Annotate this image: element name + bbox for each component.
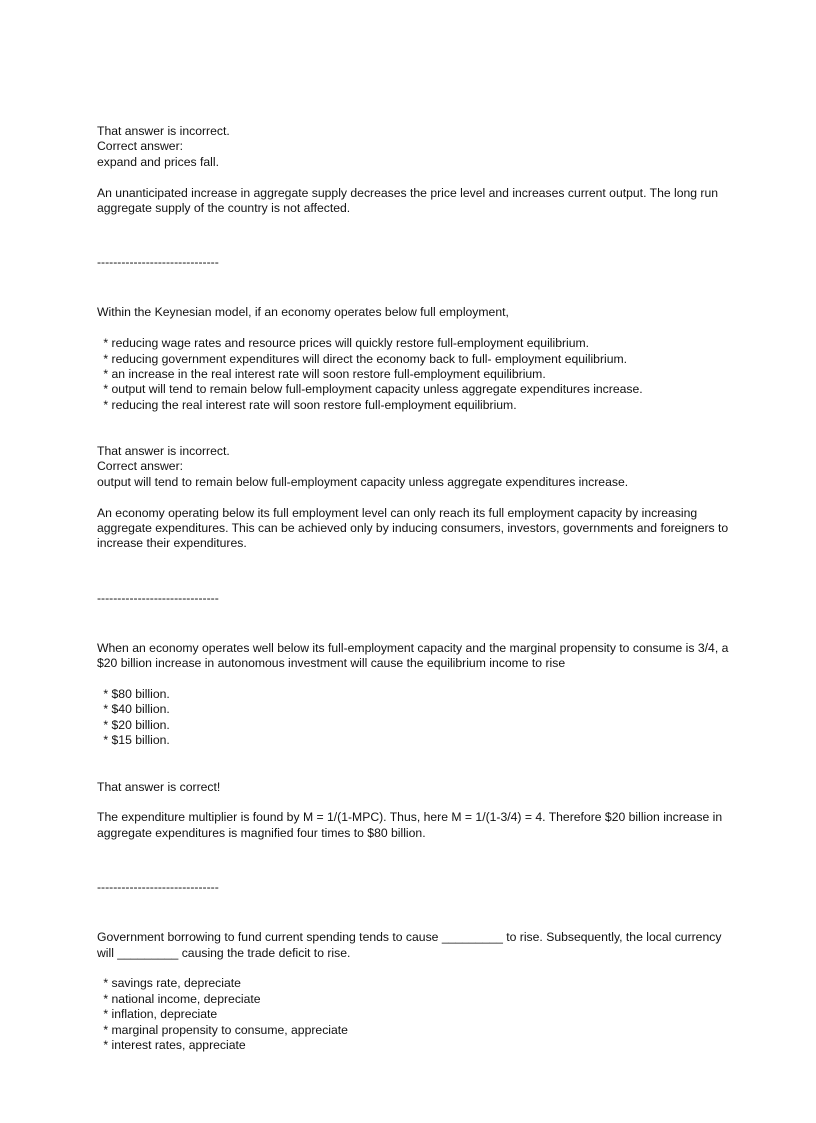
answer-option[interactable]: * an increase in the real interest rate will soon restore full-employment equilibrium. (100, 367, 546, 382)
answer-option[interactable]: * $80 billion. (100, 687, 170, 702)
correct-answer-label: Correct answer: (97, 459, 184, 474)
feedback-explanation: The expenditure multiplier is found by M = 1/(1-MPC). Thus, here M = 1/(1-3/4) = 4. Therefore $20 billion increase in aggregate expenditures is magnified four times to $80 billion. (97, 810, 723, 840)
question-text: Government borrowing to fund current spending tends to cause _________ to rise. Subsequently, the local currency will _________ causing the trade deficit to rise. (97, 930, 722, 960)
answer-option[interactable]: * national income, depreciate (100, 991, 261, 1006)
separator: ------------------------------ (97, 879, 219, 894)
correct-answer-text: expand and prices fall. (97, 154, 219, 169)
answer-option[interactable]: * savings rate, depreciate (100, 976, 241, 991)
feedback-status: That answer is incorrect. (97, 124, 230, 138)
answer-option[interactable]: * reducing wage rates and resource prices will quickly restore full-employment equilibrium. (100, 336, 590, 351)
answer-option[interactable]: * reducing the real interest rate will soon restore full-employment equilibrium. (100, 397, 517, 412)
feedback-explanation: An economy operating below its full employment level can only reach its full employment capacity by increasing aggregate expenditures. This can be achieved only by inducing consumers, investors, governments and foreigners to increase their expenditures. (97, 505, 729, 551)
answer-option[interactable]: * output will tend to remain below full-employment capacity unless aggregate expenditures increase. (100, 382, 643, 397)
feedback-status: That answer is correct! (97, 779, 221, 794)
correct-answer-label: Correct answer: (97, 139, 184, 154)
answer-option[interactable]: * marginal propensity to consume, appreciate (100, 1022, 348, 1037)
separator: ------------------------------ (97, 590, 219, 605)
answer-option[interactable]: * interest rates, appreciate (100, 1037, 246, 1052)
document-page (97, 124, 737, 1053)
feedback-status: That answer is incorrect. (97, 444, 230, 459)
answer-option[interactable]: * inflation, depreciate (100, 1007, 218, 1022)
feedback-explanation: An unanticipated increase in aggregate supply decreases the price level and increases current output. The long run aggregate supply of the country is not affected. (97, 185, 719, 216)
answer-option[interactable]: * $40 billion. (100, 702, 170, 717)
answer-option[interactable]: * reducing government expenditures will direct the economy back to full- employment equilibrium. (100, 351, 628, 366)
answer-option[interactable]: * $15 billion. (100, 733, 170, 748)
separator: ------------------------------ (97, 255, 219, 270)
question-text: When an economy operates well below its full-employment capacity and the marginal propensity to consume is 3/4, a $20 billion increase in autonomous investment will cause the equilibrium income to rise (97, 640, 729, 671)
question-text: Within the Keynesian model, if an economy operates below full employment, (97, 305, 509, 320)
correct-answer-text: output will tend to remain below full-employment capacity unless aggregate expenditures increase. (97, 474, 629, 489)
answer-option[interactable]: * $20 billion. (100, 717, 170, 732)
